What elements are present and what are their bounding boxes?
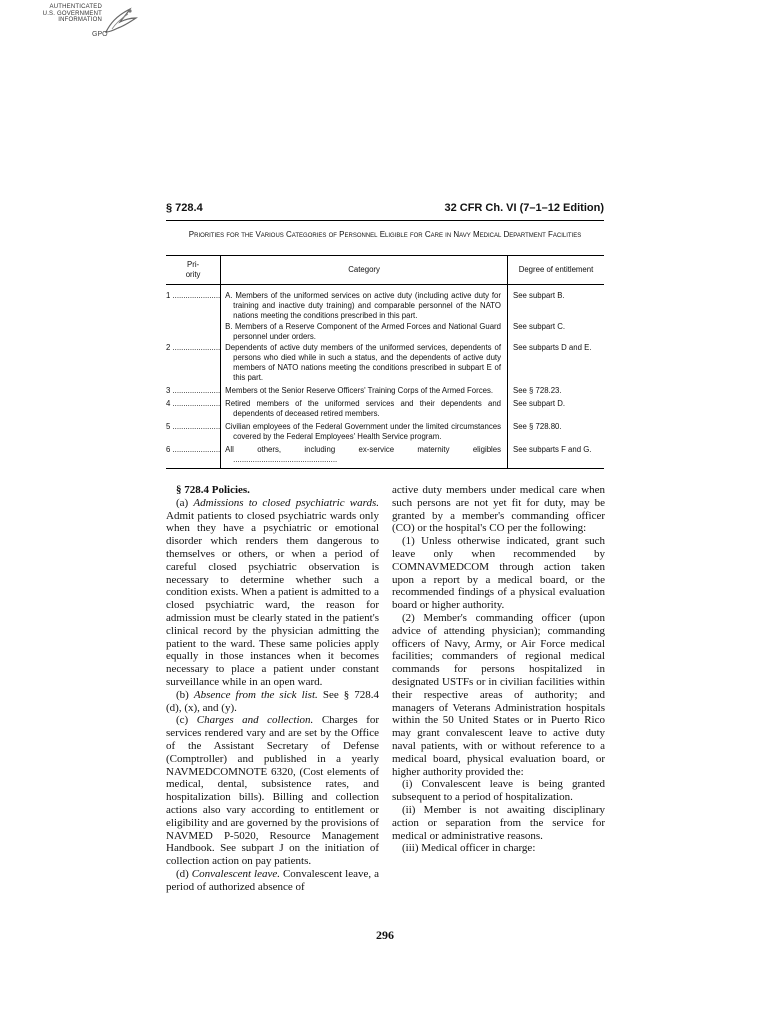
table-row — [166, 396, 604, 419]
paragraph-d1: (1) Unless otherwise indicated, grant such leave only when recommended by COMNAVMEDCOM through action taken upon a report by a medical board, or the recommended findings of a physical evaluation board or higher authority. — [392, 535, 605, 612]
header-rule — [166, 220, 604, 221]
priority-cell — [166, 321, 221, 342]
paragraph-d2-ii: (ii) Member is not awaiting disciplinary action or separation from the service for medical or administrative reasons. — [392, 803, 605, 842]
table-header-row — [166, 256, 604, 285]
table-row — [166, 321, 604, 342]
paragraph-d: (d) Convalescent leave. Convalescent leave, a period of authorized absence of — [166, 867, 379, 893]
column-header-category: Category — [221, 256, 508, 285]
table-row — [166, 285, 604, 322]
section-number: § 728.4 — [166, 202, 203, 214]
priority-cell: 5 ...................... — [166, 422, 221, 431]
section-heading: § 728.4 Policies. — [176, 484, 250, 496]
category-cell: Civilian employees of the Federal Government under the limited circumstances covered by the Federal Employees' Health Service program. — [221, 419, 508, 442]
table-row — [166, 342, 604, 383]
priority-table — [166, 255, 604, 469]
gpo-mark: GPO — [92, 31, 108, 38]
paragraph-d2-i: (i) Convalescent leave is being granted subsequent to a period of hospitalization. — [392, 778, 605, 804]
logo-line-1: AUTHENTICATED — [49, 4, 102, 10]
priority-cell: 1 ...................... — [166, 291, 221, 300]
paragraph-d2: (2) Member's commanding officer (upon advice of attending physician); commanding officers of Navy, Army, or Air Force medical facilities; commanders of regional medical commands for persons hospitalized in designated USTFs or in civilian facilities within their respective areas of authority; and managers of Veterans Administration hospitals within the 50 United States or in Puerto Rico may grant convalescent leave to active duty naval patients, with or without reference to a medical board, physical evaluation board, or higher authority provided the: — [392, 611, 605, 778]
entitlement-cell: See § 728.80. — [513, 422, 562, 431]
table-title: Priorities for the Various Categories of Personnel Eligible for Care in Navy Medical Department Facilities — [188, 230, 582, 239]
paragraph-d2-iii: (iii) Medical officer in charge: — [402, 842, 536, 855]
logo-line-2: U.S. GOVERNMENT — [42, 10, 102, 17]
paragraph-b: (b) Absence from the sick list. See § 728.4 (d), (x), and (y). — [166, 688, 380, 714]
text-column-right — [392, 484, 605, 855]
page-number: 296 — [376, 928, 394, 942]
priority-cell: 6 ...................... — [166, 442, 221, 469]
column-header-entitlement: Degree of entitlement — [508, 256, 605, 285]
entitlement-cell: See subparts D and E. — [513, 343, 592, 352]
gpo-authentication-logo — [30, 4, 142, 44]
table-row — [166, 442, 604, 469]
entitlement-cell: See subpart D. — [513, 399, 566, 408]
entitlement-cell: See subpart C. — [513, 322, 566, 331]
cfr-chapter-title: 32 CFR Ch. VI (7–1–12 Edition) — [444, 202, 604, 214]
priority-cell: 3 ...................... — [166, 386, 221, 395]
paragraph-a: (a) Admissions to closed psychiatric wards. Admit patients to closed psychiatric wards only when they have a psychiatric or emotional disorder which renders them dangerous to themselves or others, or when a period of careful closed psychiatric observation is necessary to determine whether such a condition exists. When a patient is admitted to a closed psychiatric ward, the reason for admission must be clearly stated in the patient's clinical record by the physician admitting the patient to the ward. These same policies apply equally in those instances when it becomes necessary to place a patient under constant surveillance while in an open ward. — [166, 496, 379, 688]
logo-line-3: INFORMATION — [58, 17, 102, 23]
category-cell: Dependents of active duty members of the uniformed services, dependents of persons who died while in such a status, and the dependents of active duty members of NATO nations meeting the conditions prescribed in subpart E of this part. — [221, 342, 508, 383]
text-column-left — [166, 484, 379, 894]
table-row — [166, 419, 604, 442]
priority-cell: 2 ...................... — [166, 343, 221, 352]
paragraph-c: (c) Charges and collection. Charges for services rendered vary and are set by the Office of the Assistant Secretary of Defense (Comptroller) and published in a yearly NAVMEDCOMNOTE 6320, (Cost elements of medical, dental, subsistence rates, and hospitalization bills). Billing and collection actions also vary according to entitlement or eligibility and are governed by the provisions of NAVMED P-5020, Resource Management Handbook. See subpart J on the initiation of collection action on pay patients. — [166, 714, 380, 868]
category-cell: Members ot the Senior Reserve Officers' Training Corps of the Armed Forces. — [221, 383, 508, 396]
column-header-priority: Pri- ority — [166, 256, 221, 285]
entitlement-cell: See § 728.23. — [513, 386, 562, 395]
category-cell: All others, including ex-service maternity eligibles ................................................ — [221, 442, 508, 469]
category-cell: B. Members of a Reserve Component of the Armed Forces and National Guard personnel under orders. — [221, 321, 508, 342]
entitlement-cell: See subparts F and G. — [508, 442, 605, 469]
priority-cell: 4 ...................... — [166, 399, 221, 408]
category-cell: Retired members of the uniformed services and their dependents and dependents of deceased retired members. — [221, 396, 508, 419]
entitlement-cell: See subpart B. — [513, 291, 565, 300]
table-row — [166, 383, 604, 396]
paragraph-d-continued: active duty members under medical care when such persons are not yet fit for duty, may be granted by a member's commanding officer (CO) or the hospital's CO per the following: — [392, 484, 605, 535]
category-cell: A. Members of the uniformed services on active duty (including active duty for training and inactive duty training) and comparable personnel of the NATO nations meeting the conditions prescribed in this part. — [221, 285, 508, 322]
